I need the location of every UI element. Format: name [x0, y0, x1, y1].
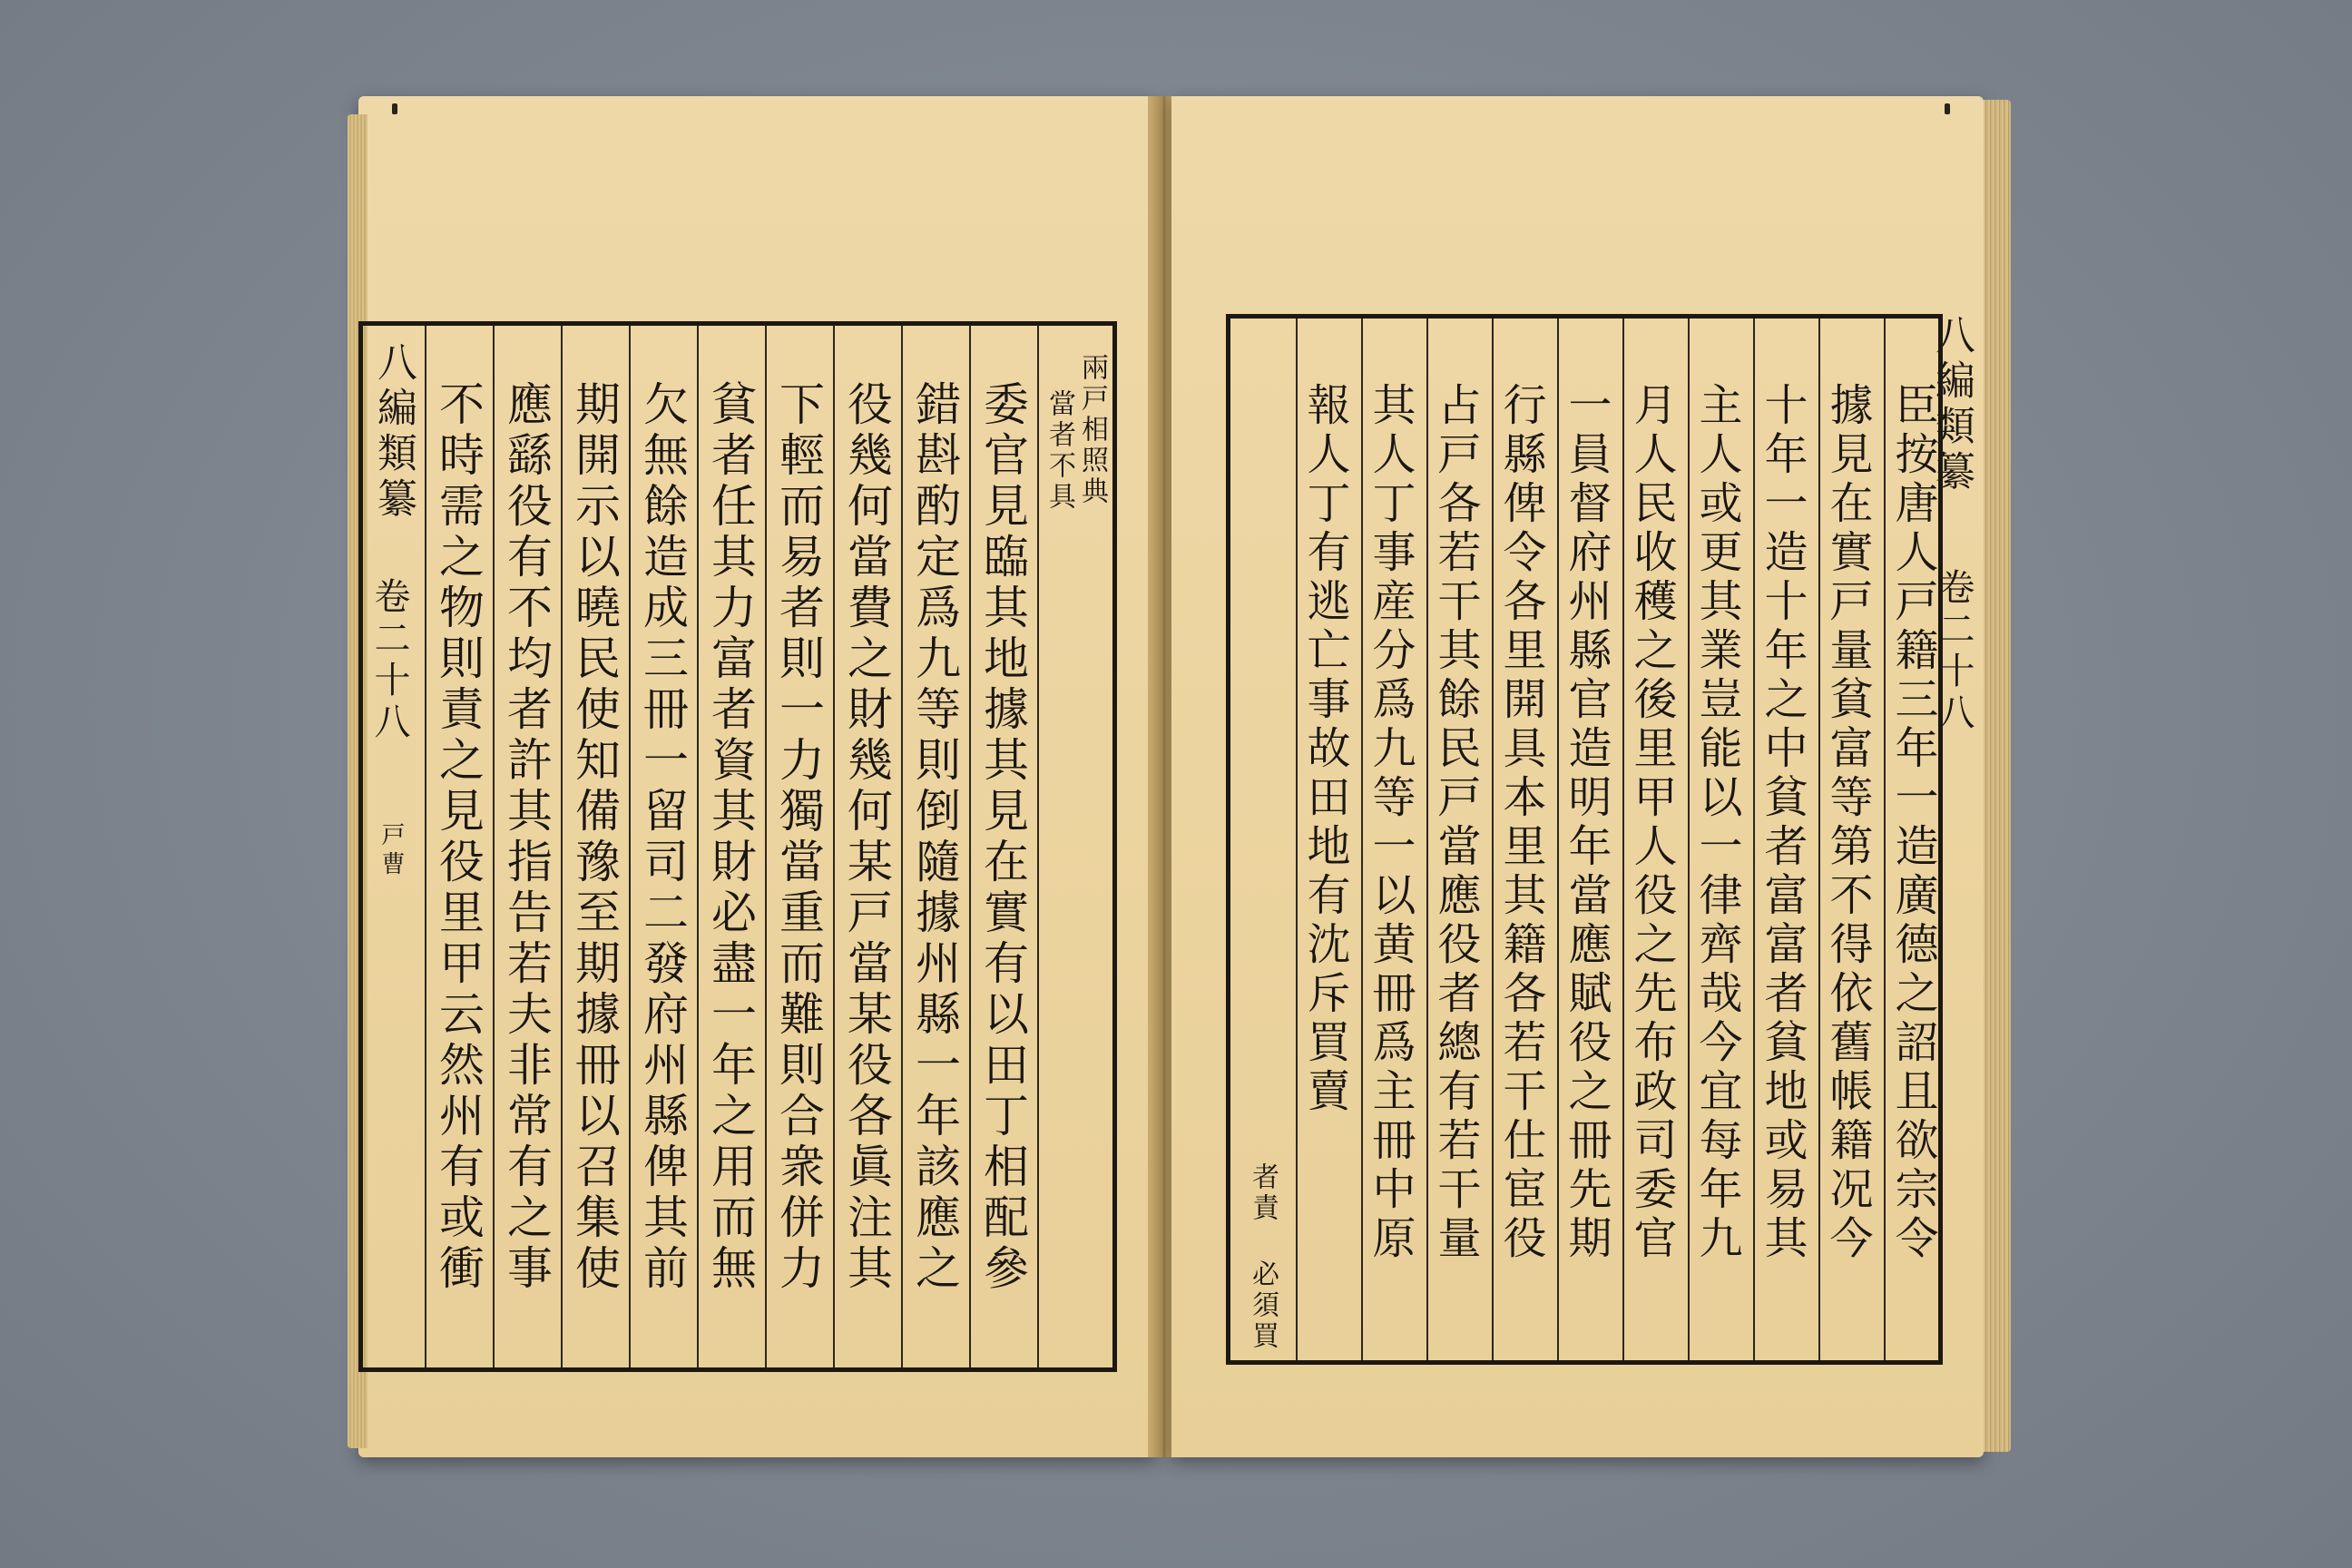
text-column: 委官見臨其地據其見在實有以田丁相配參: [976, 380, 1029, 1295]
text-column: 應繇役有不均者許其指告若夫非常有之事: [500, 380, 553, 1295]
text-column: 貧者任其力富者資其財必盡一年之用而無: [704, 380, 757, 1295]
binding-hole: [392, 103, 397, 114]
text-column: 錯斟酌定爲九等則倒隨據州縣一年該應之: [908, 380, 961, 1295]
column-rule: [629, 326, 631, 1367]
text-column: 月人民收穫之後里甲人役之先布政司委官: [1626, 382, 1677, 1264]
text-column: 占戸各若干其餘民戸當應役者總有若干量: [1430, 382, 1481, 1264]
text-column: 兩戸相照典: [1076, 353, 1108, 507]
text-column: 行縣俾令各里開具本里其籍各若干仕宦役: [1495, 382, 1546, 1264]
column-rule: [1037, 326, 1039, 1367]
text-column: 役幾何當費之財幾何某戸當某役各眞注其: [840, 380, 893, 1295]
column-rule: [1884, 318, 1886, 1360]
column-rule: [969, 326, 971, 1367]
right-text-frame: [1226, 314, 1943, 1365]
text-column: 其人丁事産分爲九等一以黄冊爲主冊中原: [1365, 382, 1416, 1264]
text-column: 十年一造十年之中貧者富富者貧地或易其: [1757, 382, 1808, 1264]
small-note: 者責 必須買: [1247, 1162, 1279, 1352]
text-column: 不時需之物則責之見役里甲云然州有或衝: [432, 380, 485, 1295]
column-rule: [425, 326, 426, 1367]
right-page: [1171, 96, 1984, 1457]
left-page: [358, 96, 1157, 1457]
column-rule: [1818, 318, 1820, 1360]
column-rule: [1361, 318, 1363, 1360]
left-margin-volume: 卷二十八: [368, 577, 410, 744]
left-margin-section: 戸曹: [377, 822, 405, 880]
text-column: 期開示以曉民使知備豫至期據冊以召集使: [568, 380, 621, 1295]
column-rule: [561, 326, 563, 1367]
text-column: 據見在實戸量貧富等第不得依舊帳籍况今: [1822, 382, 1873, 1264]
text-column: 臣按唐人戸籍三年一造廣德之詔且欲宗令: [1887, 382, 1938, 1264]
text-column: 當者不具: [1044, 389, 1075, 513]
column-rule: [833, 326, 835, 1367]
text-column: 一員督府州縣官造明年當應賦役之冊先期: [1561, 382, 1612, 1264]
column-rule: [493, 326, 495, 1367]
column-rule: [1622, 318, 1624, 1360]
column-rule: [1557, 318, 1559, 1360]
right-margin-title: 八編類纂: [1928, 314, 1975, 495]
text-column: 欠無餘造成三冊一留司二發府州縣俾其前: [636, 380, 689, 1295]
binding-hole: [1945, 103, 1950, 114]
left-margin-title: 八編類纂: [370, 341, 416, 523]
right-margin-volume: 卷二十八: [1933, 568, 1975, 735]
column-rule: [901, 326, 903, 1367]
column-rule: [1753, 318, 1755, 1360]
text-column: 報人丁有逃亡事故田地有沈斥買賣: [1299, 382, 1350, 1117]
column-rule: [765, 326, 767, 1367]
text-column: 主人或更其業豈能以一律齊哉今宜每年九: [1691, 382, 1742, 1264]
column-rule: [1426, 318, 1428, 1360]
left-text-frame: [358, 321, 1117, 1372]
column-rule: [697, 326, 699, 1367]
text-column: 下輕而易者則一力獨當重而難則合衆併力: [772, 380, 825, 1295]
open-book: [349, 91, 2010, 1470]
column-rule: [1296, 318, 1298, 1360]
column-rule: [1492, 318, 1494, 1360]
column-rule: [1688, 318, 1690, 1360]
